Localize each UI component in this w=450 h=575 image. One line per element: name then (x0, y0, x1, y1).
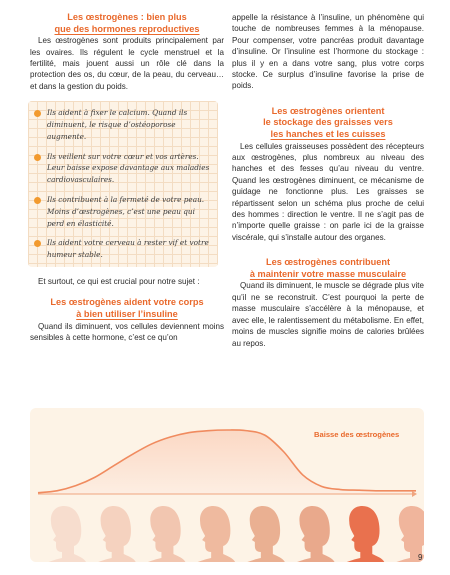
estrogen-decline-chart (30, 408, 424, 562)
transition-paragraph: Et surtout, ce qui est crucial pour notre sujet : (38, 276, 200, 286)
heading2-line2: à bien utiliser l’insuline (76, 308, 178, 319)
heading-fat-storage (232, 106, 424, 141)
orange-bullet-icon (34, 154, 41, 161)
heading4-line2: à maintenir votre masse musculaire (249, 268, 407, 279)
page-number: 9 (418, 553, 423, 562)
muscle-mass-paragraph: Quand ils diminuent, le muscle se dégrade plus vite qu’il ne se reconstruit. C’est pourquoi la perte de masse musculaire s’accélère à la ménopause, et avec elle, le ralentissement du métabolisme. En effet, moins de muscles signifie moins de calories brûlées au repos. (232, 281, 424, 348)
note-text: Ils contribuent à la fermeté de votre peau. Moins d’œstrogènes, c’est une peau qui perd en élasticité. (47, 195, 205, 228)
orange-bullet-icon (34, 110, 41, 117)
note-item-skin (34, 194, 210, 229)
heading1-line1: Les œstrogènes : bien plus (67, 12, 187, 22)
insulin-paragraph: Quand ils diminuent, vos cellules deviennent moins sensibles à cette hormone, c’est ce qu’on (30, 321, 224, 342)
heading3-line1: Les œstrogènes orientent (271, 105, 385, 116)
heading4-line1: Les œstrogènes contribuent (265, 257, 391, 268)
handwritten-note-box (28, 101, 218, 267)
note-item-heart (34, 151, 210, 186)
woman-profile-icon (44, 506, 86, 562)
woman-profile-icon (94, 506, 136, 562)
orange-bullet-icon (34, 197, 41, 204)
heading2-line1: Les œstrogènes aident votre corps (50, 297, 204, 308)
insulin-continued-paragraph: appelle la résistance à l’insuline, un phénomène qui touche de nombreuses femmes à la ménopause. Pour compenser, votre pancréas produit davantage d’insuline. Or l’insuline est l’hormone du stockage : plus il y en a dans votre sang, plus votre corps stocke. Ce surplus d’insuline favorise la prise de poids. (232, 13, 424, 91)
note-item-bones (34, 107, 210, 142)
left-column (30, 12, 224, 343)
note-text: Ils veillent sur votre cœur et vos artères. Leur baisse expose davantage aux maladies cardiovasculaires. (47, 151, 210, 185)
heading1-line2: que des hormones reproductives (54, 23, 200, 34)
woman-profile-icon (243, 506, 285, 562)
note-text: Ils aident à fixer le calcium. Quand ils diminuent, le risque d’ostéoporose augmente. (47, 108, 188, 141)
woman-profile-icon-highlighted (342, 506, 384, 562)
heading-insulin (30, 297, 224, 320)
heading3-line2: le stockage des graisses vers (263, 117, 393, 128)
woman-profile-icon (143, 506, 185, 562)
heading3-line3: les hanches et les cuisses (270, 129, 386, 140)
orange-bullet-icon (34, 240, 41, 247)
fat-storage-paragraph: Les cellules graisseuses possèdent des récepteurs aux œstrogènes, plus nombreux au niveau des hanches et des fesses qu’au niveau du ventre. Quand les œstrogènes diminuent, ce mécanisme de guidage ne fonctionne plus. Les graisses se répartissent selon un schéma plus proche de celui des hommes : direction le ventre. Il ne s’agit pas de n’importe quelle graisse : on parle ici de la graisse viscérale, qui s’installe autour des organes. (232, 141, 424, 242)
right-column (232, 12, 424, 349)
estrogen-area (38, 430, 416, 494)
woman-profile-icon (193, 506, 235, 562)
note-item-brain (34, 237, 210, 261)
woman-profile-icon (293, 506, 335, 562)
heading-estrogens-more-than-reproductive (30, 12, 224, 35)
chart-annotation: Baisse des œstrogènes (314, 430, 400, 439)
heading-muscle-mass (232, 257, 424, 280)
intro-paragraph: Les œstrogènes sont produits principalement par les ovaires. Ils régulent le cycle menstruel et la fertilité, mais jouent aussi un rôle clé dans la protection des os, du cœur, de la peau, du cerveau… et dans la gestion du poids. (30, 36, 224, 91)
note-text: Ils aident votre cerveau à rester vif et votre humeur stable. (47, 238, 209, 260)
